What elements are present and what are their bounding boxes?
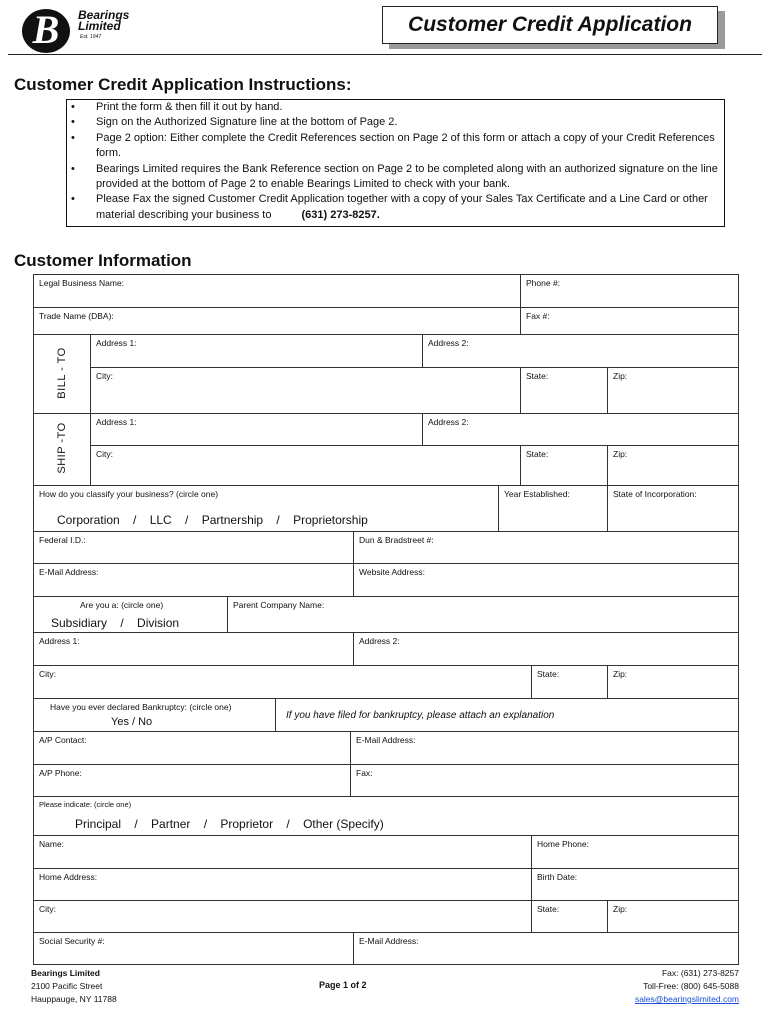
ssn-label: Social Security #: xyxy=(39,936,105,946)
federal-id-label: Federal I.D.: xyxy=(39,535,86,545)
ship-to-block xyxy=(33,413,91,486)
email-field[interactable] xyxy=(33,563,354,597)
footer-fax: Fax: (631) 273-8257 xyxy=(661,968,739,978)
page-title: Customer Credit Application xyxy=(382,6,718,44)
parent-address1-label: Address 1: xyxy=(39,636,80,646)
bankruptcy-options[interactable]: Yes / No xyxy=(111,716,153,728)
footer-contact xyxy=(635,967,739,1006)
state-incorporation-label: State of Incorporation: xyxy=(613,489,697,499)
instruction-item: • Print the form & then fill it out by hand. xyxy=(67,100,724,115)
page-number: Page 1 of 2 xyxy=(319,980,367,990)
ap-fax-field[interactable] xyxy=(350,764,739,797)
parent-zip-label: Zip: xyxy=(613,669,628,679)
bill-state-field[interactable] xyxy=(520,367,608,414)
instruction-item: • Bearings Limited requires the Bank Reference section on Page 2 to be completed along with an authorized signature on the line provided at the bottom of Page 2 to enable Bearings Limited to check with your bank. xyxy=(67,162,724,193)
ap-contact-field[interactable] xyxy=(33,731,351,765)
parent-address2-label: Address 2: xyxy=(359,636,400,646)
ap-fax-label: Fax: xyxy=(356,768,373,778)
home-city-field[interactable] xyxy=(33,900,532,933)
logo-letter: B xyxy=(32,7,60,52)
parent-address2-field[interactable] xyxy=(353,632,739,666)
ship-city-field[interactable] xyxy=(90,445,521,486)
bill-city-label: City: xyxy=(96,371,113,381)
home-state-label: State: xyxy=(537,904,560,914)
bill-to-label: BILL - TO xyxy=(56,347,68,399)
bill-zip-label: Zip: xyxy=(613,371,628,381)
phone-label: Phone #: xyxy=(526,278,561,288)
birth-date-label: Birth Date: xyxy=(537,872,578,882)
role-indicator-options[interactable]: Principal / Partner / Proprietor / Other (Specify) xyxy=(75,817,384,831)
bankruptcy-label: Have you ever declared Bankruptcy: (circle one) xyxy=(50,702,232,712)
bill-city-field[interactable] xyxy=(90,367,521,414)
instructions-box xyxy=(66,99,725,227)
customer-info-heading: Customer Information xyxy=(14,251,192,270)
bill-address2-field[interactable] xyxy=(422,334,739,368)
ship-to-label: SHIP -TO xyxy=(56,422,68,474)
business-classification-options[interactable]: Corporation / LLC / Partnership / Proprietorship xyxy=(57,513,368,527)
header-rule xyxy=(8,54,762,55)
ship-state-label: State: xyxy=(526,449,549,459)
trade-name-field[interactable] xyxy=(33,307,521,335)
footer-email-link[interactable]: sales@bearingslimited.com xyxy=(634,994,739,1004)
home-state-field[interactable] xyxy=(531,900,608,933)
logo-name-line1: Bearings xyxy=(78,8,130,22)
role-indicator-field[interactable] xyxy=(33,796,739,836)
business-classification-label: How do you classify your business? (circle one) xyxy=(39,489,219,499)
business-classification-field[interactable] xyxy=(33,485,499,532)
ap-phone-field[interactable] xyxy=(33,764,351,797)
ship-address1-field[interactable] xyxy=(90,413,423,446)
ship-address2-field[interactable] xyxy=(422,413,739,446)
ship-zip-label: Zip: xyxy=(613,449,628,459)
parent-state-field[interactable] xyxy=(531,665,608,699)
instruction-item: • Sign on the Authorized Signature line at the bottom of Page 2. xyxy=(67,115,724,130)
bill-zip-field[interactable] xyxy=(607,367,739,414)
legal-business-name-field[interactable] xyxy=(33,274,521,308)
fax-label: Fax #: xyxy=(526,311,550,321)
home-address-label: Home Address: xyxy=(39,872,98,882)
footer-city: Hauppauge, NY 11788 xyxy=(31,994,117,1004)
ship-address1-label: Address 1: xyxy=(96,417,137,427)
state-incorporation-field[interactable] xyxy=(607,485,739,532)
birth-date-field[interactable] xyxy=(531,868,739,901)
bankruptcy-field[interactable] xyxy=(33,698,276,732)
ap-contact-label: A/P Contact: xyxy=(39,735,87,745)
federal-id-field[interactable] xyxy=(33,531,354,564)
logo-name-line2: Limited xyxy=(78,19,121,33)
instruction-item: • Page 2 option: Either complete the Credit References section on Page 2 of this form or attach a copy of your Credit References form. xyxy=(67,131,724,162)
home-zip-label: Zip: xyxy=(613,904,628,914)
ssn-field[interactable] xyxy=(33,932,354,965)
ap-email-label: E-Mail Address: xyxy=(356,735,416,745)
duns-field[interactable] xyxy=(353,531,739,564)
phone-field[interactable] xyxy=(520,274,739,308)
parent-city-field[interactable] xyxy=(33,665,532,699)
home-address-field[interactable] xyxy=(33,868,532,901)
parent-zip-field[interactable] xyxy=(607,665,739,699)
ship-zip-field[interactable] xyxy=(607,445,739,486)
subsidiary-division-label: Are you a: (circle one) xyxy=(80,600,164,610)
bill-state-label: State: xyxy=(526,371,549,381)
website-field[interactable] xyxy=(353,563,739,597)
bill-to-block xyxy=(33,334,91,414)
instruction-item-fax xyxy=(67,192,724,223)
legal-business-name-label: Legal Business Name: xyxy=(39,278,125,288)
year-established-label: Year Established: xyxy=(504,489,570,499)
ship-city-label: City: xyxy=(96,449,113,459)
home-zip-field[interactable] xyxy=(607,900,739,933)
trade-name-label: Trade Name (DBA): xyxy=(39,311,114,321)
home-city-label: City: xyxy=(39,904,56,914)
logo-est: Est. 1947 xyxy=(80,34,102,40)
bill-address2-label: Address 2: xyxy=(428,338,469,348)
subsidiary-division-options[interactable]: Subsidiary / Division xyxy=(51,616,180,630)
duns-label: Dun & Bradstreet #: xyxy=(359,535,434,545)
ship-state-field[interactable] xyxy=(520,445,608,486)
bankruptcy-note-cell xyxy=(275,698,739,732)
bill-address1-label: Address 1: xyxy=(96,338,137,348)
footer-street: 2100 Pacific Street xyxy=(31,981,103,991)
ship-address2-label: Address 2: xyxy=(428,417,469,427)
footer-address xyxy=(31,967,117,1006)
bill-address1-field[interactable] xyxy=(90,334,423,368)
home-phone-field[interactable] xyxy=(531,835,739,869)
instruction-fax-text: Please Fax the signed Customer Credit Application together with a copy of your Sales Tax Certificate and a Line Card or other material describing your business to xyxy=(96,193,708,221)
ap-email-field[interactable] xyxy=(350,731,739,765)
year-established-field[interactable] xyxy=(498,485,608,532)
ap-phone-label: A/P Phone: xyxy=(39,768,82,778)
instructions-list xyxy=(67,100,724,223)
parent-state-label: State: xyxy=(537,669,560,679)
footer-company: Bearings Limited xyxy=(31,968,100,978)
parent-address1-field[interactable] xyxy=(33,632,354,666)
home-phone-label: Home Phone: xyxy=(537,839,589,849)
person-email-label: E-Mail Address: xyxy=(359,936,419,946)
website-label: Website Address: xyxy=(359,567,425,577)
parent-company-field[interactable] xyxy=(227,596,739,633)
instruction-fax-number: (631) 273-8257. xyxy=(301,208,380,221)
parent-city-label: City: xyxy=(39,669,56,679)
fax-field[interactable] xyxy=(520,307,739,335)
role-indicator-label: Please indicate: (circle one) xyxy=(39,800,132,809)
email-label: E-Mail Address: xyxy=(39,567,99,577)
footer-tollfree: Toll-Free: (800) 645-5088 xyxy=(643,981,739,991)
person-email-field[interactable] xyxy=(353,932,739,965)
subsidiary-division-field[interactable] xyxy=(33,596,228,633)
person-name-label: Name: xyxy=(39,839,65,849)
instructions-heading: Customer Credit Application Instructions: xyxy=(14,75,352,94)
bankruptcy-note: If you have filed for bankruptcy, please attach an explanation xyxy=(286,710,555,721)
person-name-field[interactable] xyxy=(33,835,532,869)
parent-company-label: Parent Company Name: xyxy=(233,600,325,610)
